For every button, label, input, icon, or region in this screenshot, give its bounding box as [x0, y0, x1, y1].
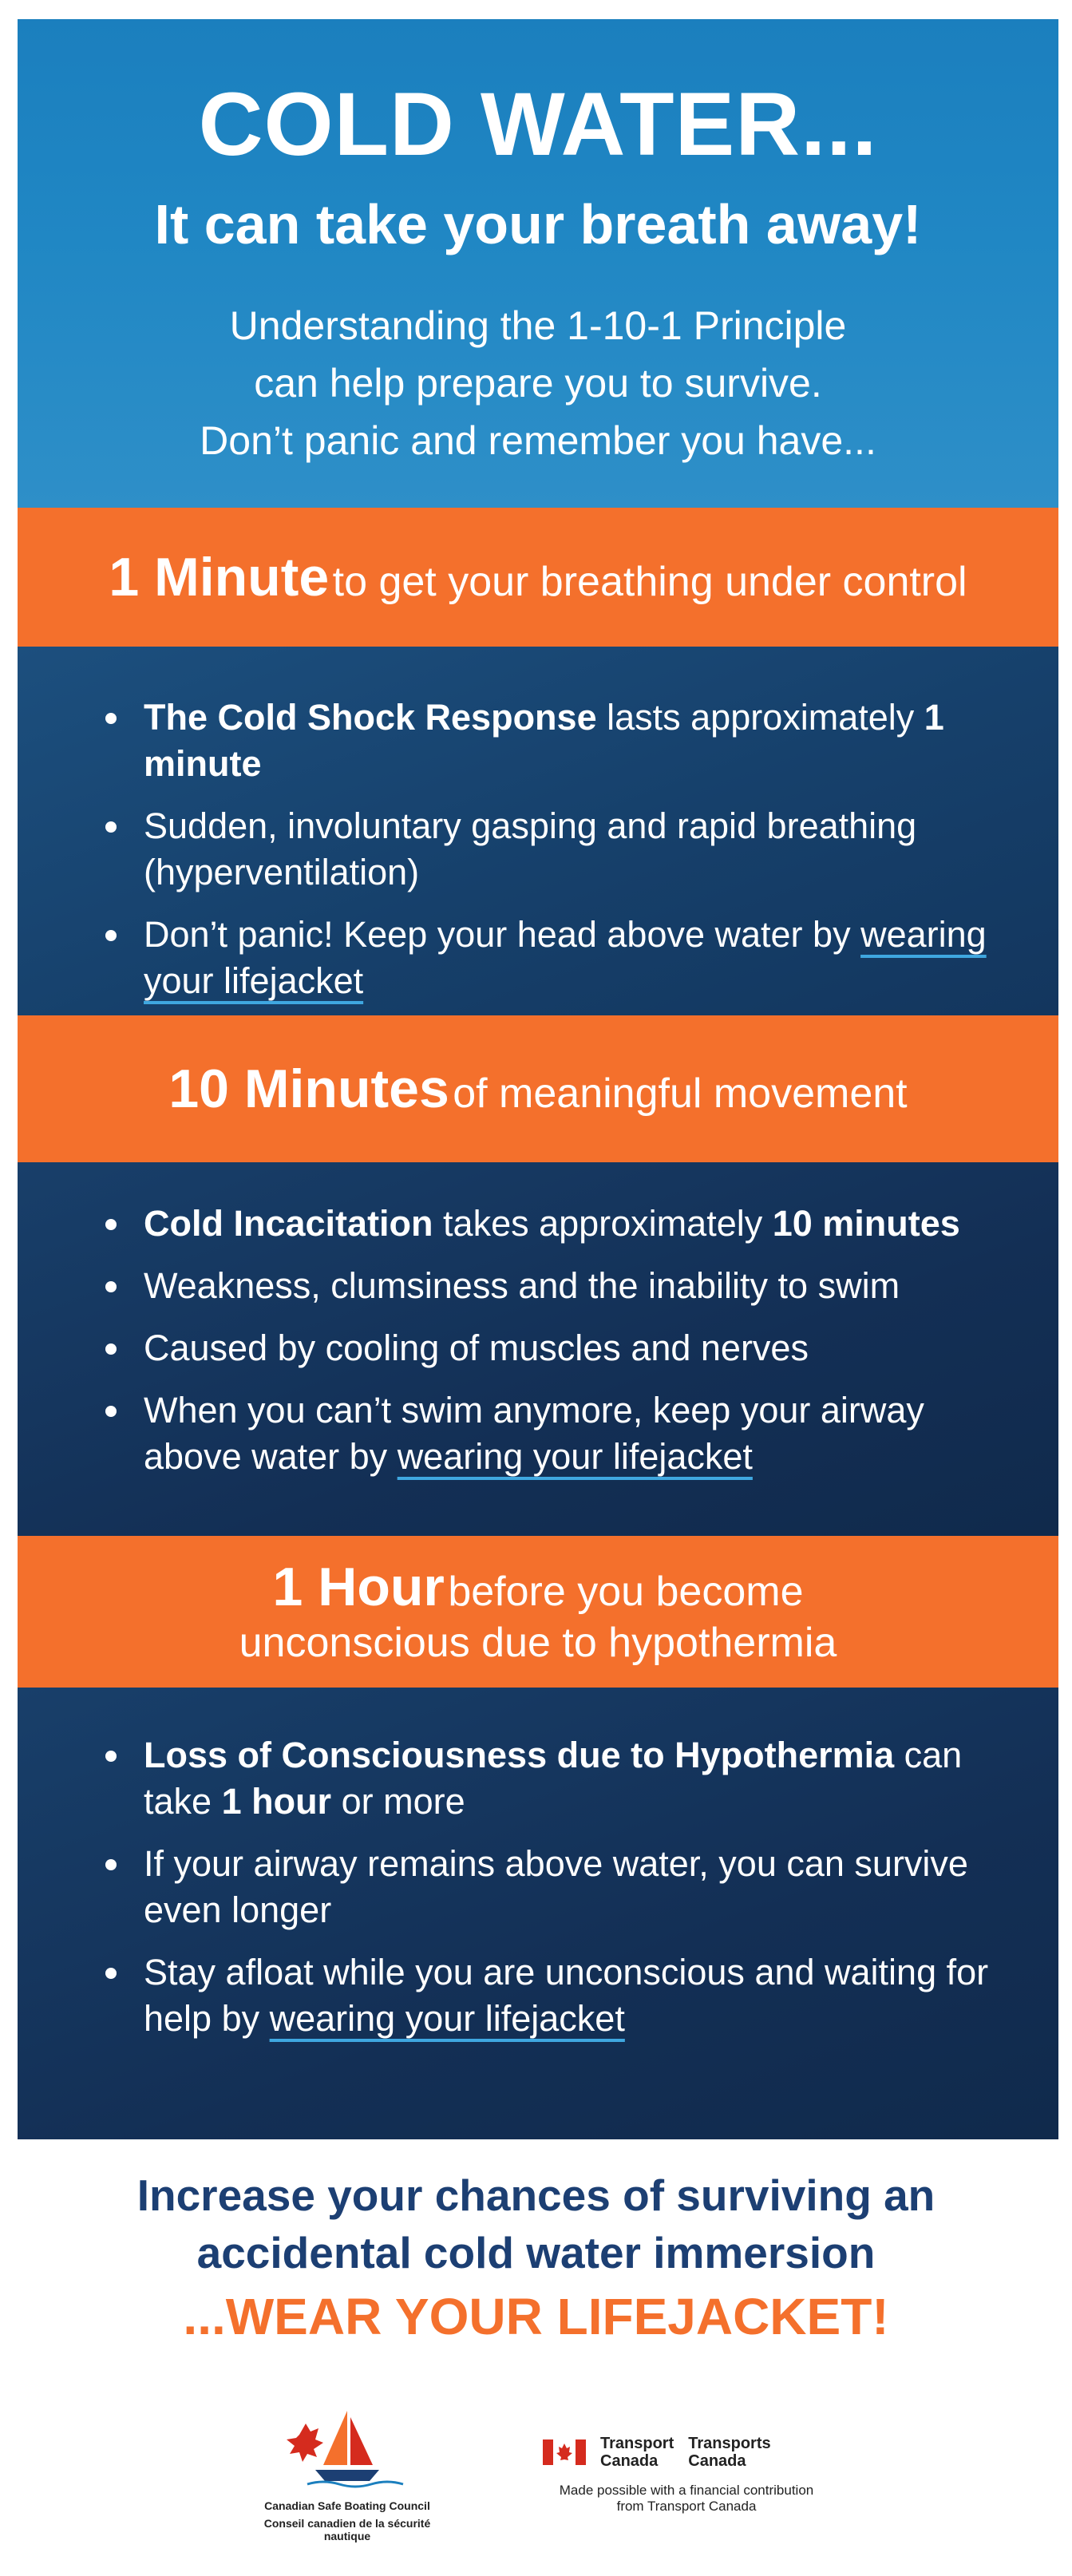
- list-item: Loss of Consciousness due to Hypothermia can take 1 hour or more: [105, 1732, 1011, 1825]
- tc-french-line1: Transports: [688, 2435, 771, 2452]
- lifejacket-link[interactable]: wearing your lifejacket: [397, 1436, 753, 1477]
- list-item: Cold Incacitation takes approximately 10 minutes: [105, 1201, 1011, 1247]
- section-heading-number: 1 Minute: [109, 546, 330, 607]
- lifejacket-link[interactable]: wearing your lifejacket: [269, 1998, 625, 2039]
- logos-area: [0, 2403, 1072, 2554]
- bullet-list: [18, 1162, 1058, 1480]
- tc-english-line1: Transport: [600, 2435, 674, 2452]
- section-heading-text-line2: unconscious due to hypothermia: [239, 1620, 837, 1667]
- one-minute-heading-band: [18, 508, 1058, 647]
- csbc-name-en: Canadian Safe Boating Council: [264, 2499, 430, 2512]
- intro-text: [18, 297, 1058, 469]
- list-item: Weakness, clumsiness and the inability to swim: [105, 1263, 1011, 1309]
- ten-minutes-heading-band: [18, 1015, 1058, 1162]
- section-heading-number: 10 Minutes: [168, 1058, 449, 1119]
- section-heading-number: 1 Hour: [272, 1557, 445, 1618]
- list-item: Stay afloat while you are unconscious and waiting for help by wearing your lifejacket: [105, 1949, 1011, 2042]
- list-item: Don’t panic! Keep your head above water by wearing your lifejacket: [105, 912, 1011, 1004]
- funding-note-line2: from Transport Canada: [616, 2499, 757, 2514]
- one-hour-heading-band: [18, 1536, 1058, 1688]
- list-item: Caused by cooling of muscles and nerves: [105, 1325, 1011, 1371]
- bullet-list: [18, 647, 1058, 1004]
- section-heading-text: of meaningful movement: [453, 1070, 908, 1117]
- one-minute-section: [18, 647, 1058, 1015]
- sailboat-maple-leaf-icon: [267, 2403, 427, 2491]
- footer-message: [0, 2166, 1072, 2345]
- funding-note-line1: Made possible with a financial contribution: [559, 2483, 814, 2498]
- hero-header: [18, 19, 1058, 508]
- section-heading-text: before you become: [448, 1569, 804, 1616]
- main-title: COLD WATER...: [198, 74, 878, 174]
- bullet-list: [18, 1688, 1058, 2042]
- ten-minutes-section: [18, 1162, 1058, 1536]
- list-item: If your airway remains above water, you can survive even longer: [105, 1841, 1011, 1933]
- intro-line: can help prepare you to survive.: [254, 361, 822, 406]
- canada-flag-icon: [543, 2439, 586, 2465]
- transport-canada-logo: [519, 2435, 854, 2515]
- footer-cta: ...WEAR YOUR LIFEJACKET!: [183, 2288, 889, 2345]
- csbc-name-fr: Conseil canadien de la sécurité nautique: [263, 2517, 431, 2542]
- intro-line: Understanding the 1-10-1 Principle: [229, 303, 847, 348]
- main-subtitle: It can take your breath away!: [154, 193, 922, 255]
- list-item: The Cold Shock Response lasts approximately 1 minute: [105, 694, 1011, 787]
- section-heading-text: to get your breathing under control: [332, 558, 967, 605]
- lifejacket-link[interactable]: wearing your lifejacket: [144, 914, 987, 1001]
- footer-line: accidental cold water immersion: [196, 2228, 876, 2277]
- poster: [18, 19, 1058, 2139]
- footer-line: Increase your chances of surviving an: [136, 2170, 936, 2220]
- intro-line: Don’t panic and remember you have...: [200, 418, 876, 463]
- csbc-logo: [243, 2403, 451, 2542]
- list-item: Sudden, involuntary gasping and rapid breathing (hyperventilation): [105, 803, 1011, 896]
- one-hour-section: [18, 1688, 1058, 2139]
- list-item: When you can’t swim anymore, keep your airway above water by wearing your lifejacket: [105, 1387, 1011, 1480]
- tc-french-line2: Canada: [688, 2452, 746, 2470]
- tc-english-line2: Canada: [600, 2452, 659, 2470]
